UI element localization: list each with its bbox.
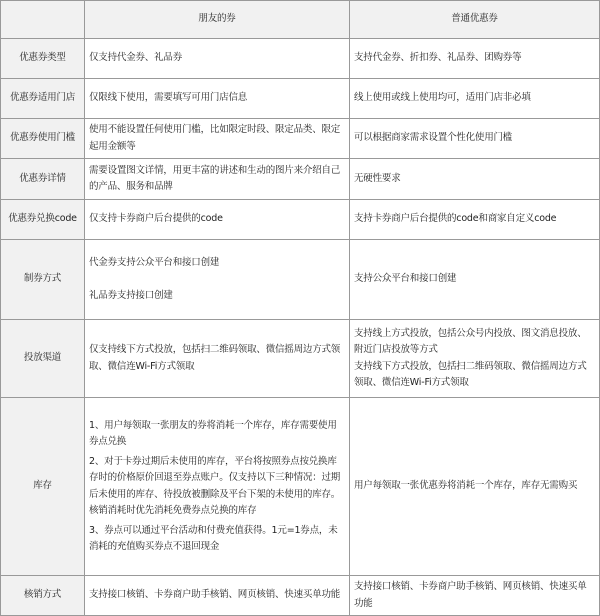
cell-text: 支持代金券、折扣券、礼品券、团购券等 (354, 52, 522, 64)
table-header-row (1, 1, 600, 39)
normal-cell (350, 398, 600, 576)
spacer (89, 271, 345, 288)
cell-text: 可以根据商家需求设置个性化使用门槛 (354, 132, 513, 144)
cell-text: 代金券支持公众平台和接口创建 (89, 256, 220, 268)
friend-cell (85, 39, 350, 79)
normal-cell (350, 320, 600, 398)
table-row (1, 119, 600, 159)
row-label-distribution-channel: 投放渠道 (1, 320, 85, 398)
header-friend-coupon: 朋友的券 (85, 1, 350, 39)
friend-cell (85, 79, 350, 119)
cell-text: 线上使用或线上使用均可，适用门店非必填 (354, 92, 531, 104)
cell-text: 支持接口核销、卡券商户助手核销、网页核销、快速买单功能 (89, 589, 341, 601)
friend-cell (85, 576, 350, 616)
normal-cell (350, 576, 600, 616)
friend-cell (85, 320, 350, 398)
cell-text: 使用不能设置任何使用门槛，比如限定时段、限定品类、限定起用金额等 (89, 124, 341, 152)
row-label-inventory: 库存 (1, 398, 85, 576)
cell-text: 支持卡券商户后台提供的code和商家自定义code (354, 213, 557, 225)
row-label-applicable-stores: 优惠券适用门店 (1, 79, 85, 119)
friend-cell (85, 159, 350, 200)
cell-text: 仅支持代金券、礼品券 (89, 52, 183, 64)
normal-cell (350, 119, 600, 159)
cell-text: 支持公众平台和接口创建 (354, 273, 457, 285)
normal-cell (350, 79, 600, 119)
table-row (1, 79, 600, 119)
cell-text: 3、券点可以通过平台活动和付费充值获得。1元=1券点，未消耗的充值购买券点不退回现金 (89, 524, 338, 552)
row-label-redemption-method: 核销方式 (1, 576, 85, 616)
cell-text: 支持线上方式投放，包括公众号内投放、图文消息投放、附近门店投放等方式 (354, 328, 587, 356)
row-label-coupon-type: 优惠券类型 (1, 39, 85, 79)
header-normal-coupon: 普通优惠券 (350, 1, 600, 39)
normal-cell (350, 240, 600, 320)
normal-cell (350, 200, 600, 240)
cell-text: 无硬性要求 (354, 172, 401, 184)
table-row (1, 240, 600, 320)
table-row (1, 576, 600, 616)
row-label-creation-method: 制券方式 (1, 240, 85, 320)
table-row (1, 398, 600, 576)
cell-text: 2、对于卡券过期后未使用的库存，平台将按照券点按兑换库存时的价格原价回退至券点账户。仅支持以下三种情况：过期后未使用的库存、待投放被删除及平台下架的未使用的库存。核销消耗时优先消耗免费券点兑换的库存 (89, 456, 341, 516)
cell-text: 支持线下方式投放，包括扫二维码领取、微信摇周边方式领取、微信连Wi-Fi方式领取 (354, 360, 587, 388)
friend-cell (85, 398, 350, 576)
normal-cell (350, 39, 600, 79)
cell-text: 礼品券支持接口创建 (89, 290, 173, 301)
header-corner-cell (1, 1, 85, 39)
friend-cell (85, 119, 350, 159)
cell-text: 仅支持卡券商户后台提供的code (89, 213, 223, 225)
cell-text: 用户每领取一张优惠券将消耗一个库存，库存无需购买 (354, 480, 578, 492)
friend-cell (85, 200, 350, 240)
friend-cell (85, 240, 350, 320)
normal-cell (350, 159, 600, 200)
table-row (1, 159, 600, 200)
row-label-coupon-details: 优惠券详情 (1, 159, 85, 200)
cell-text: 仅限线下使用，需要填写可用门店信息 (89, 92, 248, 104)
row-label-usage-threshold: 优惠券使用门槛 (1, 119, 85, 159)
row-label-redeem-code: 优惠券兑换code (1, 200, 85, 240)
table-row (1, 320, 600, 398)
table-row (1, 39, 600, 79)
cell-text: 1、用户每领取一张朋友的券将消耗一个库存，库存需要使用券点兑换 (89, 419, 337, 448)
table-row (1, 200, 600, 240)
cell-text: 支持接口核销、卡券商户助手核销、网页核销、快速买单功能 (354, 581, 587, 609)
cell-text: 仅支持线下方式投放，包括扫二维码领取、微信摇周边方式领取、微信连Wi-Fi方式领取 (89, 344, 341, 372)
cell-text: 需要设置图文详情，用更丰富的讲述和生动的图片来介绍自己的产品、服务和品牌 (89, 164, 341, 192)
